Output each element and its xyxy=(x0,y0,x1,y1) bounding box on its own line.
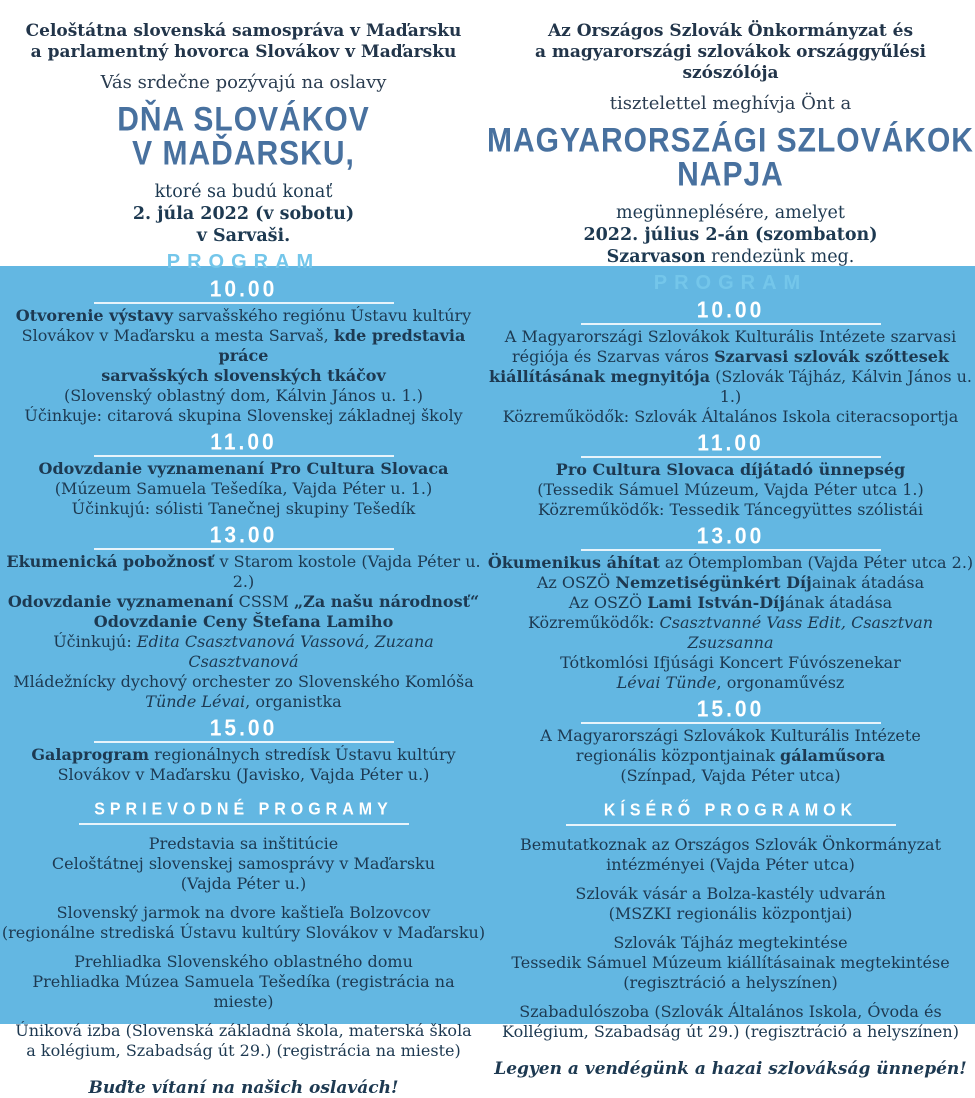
text-run: kde predstavia práce xyxy=(218,326,466,365)
side-program-item xyxy=(487,835,974,875)
side-program-item xyxy=(487,884,974,924)
program-events xyxy=(0,276,487,785)
event-line xyxy=(487,327,974,347)
event-line xyxy=(0,459,487,479)
event-time-rule xyxy=(94,522,394,550)
text-run: Szarvason xyxy=(606,247,706,267)
organizer-name xyxy=(0,21,487,63)
event-line xyxy=(0,592,487,612)
event-line xyxy=(487,593,974,613)
text-run: Ekumenická pobožnosť xyxy=(6,552,215,571)
event-time-rule xyxy=(94,715,394,743)
text-run: Pro Cultura Slovaca díjátadó ünnepség xyxy=(555,460,906,479)
text-run: Odovzdanie vyznamenaní xyxy=(7,592,234,611)
event-line xyxy=(0,672,487,692)
text-run: Otvorenie výstavy xyxy=(15,306,174,325)
side-program-line: Predstavia sa inštitúcie xyxy=(148,834,339,853)
side-programs-heading: KÍSÉRŐ PROGRAMOK xyxy=(603,801,858,820)
event-block xyxy=(487,430,974,520)
column-hungarian xyxy=(487,0,974,1098)
side-program-item xyxy=(487,1002,974,1042)
side-program-line: Tessedik Sámuel Múzeum kiállításainak megtekintése xyxy=(511,953,950,972)
event-line xyxy=(0,479,487,499)
event-time-rule xyxy=(581,523,881,551)
side-program-line: a kolégium, Szabadság út 29.) (registrácia na mieste) xyxy=(26,1041,461,1060)
text-run: Slovákov v Maďarsku a mesta Sarvaš, xyxy=(21,326,334,345)
text-run: gálaműsora xyxy=(780,746,886,765)
text-run: A Magyarországi Szlovákok Kulturális Intézete xyxy=(540,726,921,745)
organizer-line: Az Országos Szlovák Önkormányzat és xyxy=(547,21,914,41)
text-run: , organistka xyxy=(245,692,342,711)
side-program-line: Szabadulószoba (Szlovák Általános Iskola, Óvoda és xyxy=(519,1002,942,1021)
side-programs-heading-rule xyxy=(566,800,896,826)
event-block xyxy=(0,715,487,785)
event-block xyxy=(487,297,974,427)
side-program-item xyxy=(0,1021,487,1061)
event-line xyxy=(487,553,974,573)
event-line xyxy=(487,347,974,367)
side-programs xyxy=(487,835,974,1042)
text-run: Ökumenikus áhítat xyxy=(487,553,660,572)
text-run: Közreműködők: xyxy=(527,613,660,632)
closing-line: Buďte vítaní na našich oslavách! xyxy=(88,1078,399,1098)
text-run: , orgonaművész xyxy=(716,673,845,692)
text-run: Tünde Lévai xyxy=(145,692,246,711)
event-block xyxy=(0,276,487,426)
text-run: A Magyarországi Szlovákok Kulturális Intézete szarvasi xyxy=(504,327,957,346)
event-time-rule xyxy=(581,430,881,458)
side-programs-heading-rule xyxy=(79,799,409,825)
event-title-line: V MAĎARSKU, xyxy=(132,134,355,173)
text-run: Közreműködők: Tessedik Táncegyüttes szólistái xyxy=(537,500,924,519)
text-run: regionálnych stredísk Ústavu kultúry xyxy=(149,745,456,764)
event-line xyxy=(487,367,974,407)
side-program-item xyxy=(487,933,974,993)
event-time-rule xyxy=(581,696,881,724)
side-program-line: Kollégium, Szabadság út 29.) (regisztráció a helyszínen) xyxy=(502,1022,959,1041)
text-run: Účinkujú: sólisti Tanečnej skupiny Tešedík xyxy=(71,499,416,518)
event-block xyxy=(487,523,974,693)
text-run: (Színpad, Vajda Péter utca) xyxy=(620,766,841,785)
text-run: Odovzdanie vyznamenaní Pro Cultura Slovaca xyxy=(38,459,449,478)
text-run: megünneplésére, amelyet xyxy=(616,203,845,223)
text-run: ktoré sa budú konať xyxy=(154,182,333,202)
event-line xyxy=(0,765,487,785)
event-time: 10.00 xyxy=(696,297,765,324)
side-program-line: (regionálne strediská Ústavu kultúry Slovákov v Maďarsku) xyxy=(1,923,486,942)
event-title xyxy=(487,121,974,194)
event-line xyxy=(0,552,487,592)
text-run: (Tessedik Sámuel Múzeum, Vajda Péter utca 1.) xyxy=(537,480,924,499)
text-run: Účinkuje: citarová skupina Slovenskej základnej školy xyxy=(24,406,463,425)
text-run: Lévai Tünde xyxy=(616,673,717,692)
text-run: ának átadása xyxy=(785,593,893,612)
event-time: 13.00 xyxy=(209,522,278,549)
text-run: Az OSZÖ xyxy=(568,593,648,612)
event-line xyxy=(0,612,487,632)
event-line xyxy=(487,613,974,653)
side-program-line: Szlovák Tájház megtekintése xyxy=(613,933,848,952)
event-time: 11.00 xyxy=(697,430,764,457)
date-block xyxy=(0,181,487,247)
text-run: régiója és Szarvas város xyxy=(512,347,715,366)
event-block xyxy=(0,522,487,712)
text-run: sarvašských slovenských tkáčov xyxy=(101,366,386,385)
program-heading: PROGRAM xyxy=(166,251,321,273)
text-run: (Slovenský oblastný dom, Kálvin János u. 1.) xyxy=(64,386,423,405)
event-line xyxy=(487,573,974,593)
event-time-rule xyxy=(94,276,394,304)
side-program-item xyxy=(0,834,487,894)
text-run: Közreműködők: Szlovák Általános Iskola citeracsoportja xyxy=(502,407,959,426)
text-run: Tótkomlósi Ifjúsági Koncert Fúvószenekar xyxy=(560,653,901,672)
event-line xyxy=(0,632,487,672)
event-line xyxy=(487,726,974,746)
text-run: Az OSZÖ xyxy=(536,573,616,592)
side-program-line: Slovenský jarmok na dvore kaštieľa Bolzovcov xyxy=(56,903,431,922)
side-program-line: Bemutatkoznak az Országos Szlovák Önkormányzat xyxy=(519,835,941,854)
date-line xyxy=(487,246,974,268)
event-title xyxy=(0,100,487,173)
text-run: kiállításának megnyitója xyxy=(488,367,711,386)
event-time: 15.00 xyxy=(696,696,765,723)
side-program-line: (MSZKI regionális központjai) xyxy=(608,904,853,923)
text-run: „Za našu národnosť“ xyxy=(293,592,480,611)
event-line xyxy=(0,326,487,366)
side-program-line: intézményei (Vajda Péter utca) xyxy=(606,855,855,874)
program-events xyxy=(487,297,974,786)
text-run: 2. júla 2022 (v sobotu) xyxy=(132,204,355,224)
text-run: Odovzdanie Ceny Štefana Lamiho xyxy=(93,612,394,631)
text-run: Edita Csasztvanová Vassová, Zuzana Csasztvanová xyxy=(136,632,434,671)
event-block xyxy=(0,429,487,519)
event-title-line: NAPJA xyxy=(677,155,784,194)
event-time: 15.00 xyxy=(209,715,278,742)
event-title-line: MAGYARORSZÁGI SZLOVÁKOK xyxy=(487,121,974,160)
organizer-name xyxy=(487,21,974,84)
side-programs-heading: SPRIEVODNÉ PROGRAMY xyxy=(94,800,393,819)
text-run: Lami István-Díj xyxy=(647,593,786,612)
organizer-line: a magyarországi szlovákok országgyűlési szószólója xyxy=(534,42,927,83)
text-run: ainak átadása xyxy=(811,573,925,592)
side-program-line: Prehliadka Múzea Samuela Tešedíka (registrácia na mieste) xyxy=(32,972,455,1011)
event-time: 13.00 xyxy=(696,523,765,550)
program-heading: PROGRAM xyxy=(653,272,808,294)
text-run: rendezünk meg. xyxy=(705,247,855,267)
side-program-line: Szlovák vásár a Bolza-kastély udvarán xyxy=(575,884,886,903)
event-line xyxy=(0,366,487,386)
column-slovak xyxy=(0,0,487,1098)
invitation-line: Vás srdečne pozývajú na oslavy xyxy=(100,72,387,93)
text-run: Účinkujú: xyxy=(53,632,137,651)
text-run: 2022. július 2-án (szombaton) xyxy=(583,225,878,245)
event-line xyxy=(0,745,487,765)
event-line xyxy=(487,407,974,427)
event-line xyxy=(487,746,974,766)
event-line xyxy=(0,499,487,519)
event-title-line: DŇA SLOVÁKOV xyxy=(117,100,370,139)
text-run: regionális központjainak xyxy=(575,746,781,765)
side-program-line: (Vajda Péter u.) xyxy=(180,874,307,893)
event-time: 10.00 xyxy=(209,276,278,303)
event-line xyxy=(0,406,487,426)
date-block xyxy=(487,202,974,268)
event-line xyxy=(487,653,974,673)
date-line xyxy=(0,181,487,203)
closing-line: Legyen a vendégünk a hazai szlovákság ünnepén! xyxy=(494,1059,967,1079)
event-line xyxy=(0,306,487,326)
side-program-item xyxy=(0,903,487,943)
text-run: Csasztvanné Vass Edit, Csasztvan Zsuzsanna xyxy=(659,613,934,652)
event-block xyxy=(487,696,974,786)
event-line xyxy=(487,673,974,693)
text-run: Nemzetiségünkért Díj xyxy=(615,573,812,592)
side-program-line: (regisztráció a helyszínen) xyxy=(623,973,838,992)
text-run: Mládežnícky dychový orchester zo Slovenského Komlóša xyxy=(13,672,474,691)
text-run: Galaprogram xyxy=(31,745,150,764)
text-run: sarvašského regiónu Ústavu kultúry xyxy=(173,306,472,325)
side-program-line: Prehliadka Slovenského oblastného domu xyxy=(74,952,413,971)
event-time-rule xyxy=(581,297,881,325)
event-line xyxy=(487,460,974,480)
invitation-line: tisztelettel meghívja Önt a xyxy=(609,93,852,114)
event-line xyxy=(0,386,487,406)
organizer-line: Celoštátna slovenská samospráva v Maďarsku xyxy=(25,21,462,41)
date-line xyxy=(0,203,487,225)
side-programs xyxy=(0,834,487,1061)
date-line xyxy=(487,202,974,224)
event-line xyxy=(0,692,487,712)
event-line xyxy=(487,480,974,500)
text-run: CSSM xyxy=(233,592,294,611)
text-run: Szarvasi szlovák szőttesek xyxy=(714,347,949,366)
side-program-line: Úniková izba (Slovenská základná škola, materská škola xyxy=(15,1021,472,1040)
event-line xyxy=(487,500,974,520)
text-run: (Szlovák Tájház, Kálvin János u. 1.) xyxy=(710,367,972,406)
event-time: 11.00 xyxy=(210,429,277,456)
text-run: Slovákov v Maďarsku (Javisko, Vajda Péter u.) xyxy=(57,765,430,784)
date-line xyxy=(0,225,487,247)
side-program-line: Celoštátnej slovenskej samosprávy v Maďarsku xyxy=(51,854,436,873)
date-line xyxy=(487,224,974,246)
text-run: v Starom kostole (Vajda Péter u. 2.) xyxy=(214,552,481,591)
side-program-item xyxy=(0,952,487,1012)
text-run: az Ótemplomban (Vajda Péter utca 2.) xyxy=(659,553,974,572)
organizer-line: a parlamentný hovorca Slovákov v Maďarsku xyxy=(30,42,457,62)
event-time-rule xyxy=(94,429,394,457)
text-run: (Múzeum Samuela Tešedíka, Vajda Péter u. 1.) xyxy=(54,479,433,498)
text-run: v Sarvaši. xyxy=(196,226,291,246)
event-line xyxy=(487,766,974,786)
